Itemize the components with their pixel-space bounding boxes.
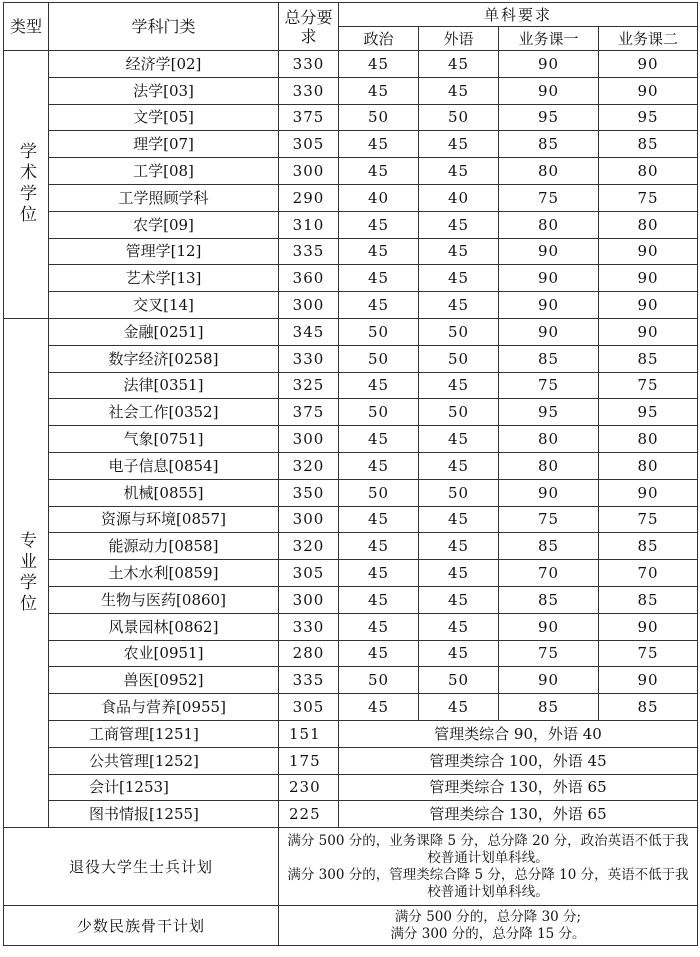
category-cell: 农业[0951] xyxy=(49,640,279,667)
total-cell: 175 xyxy=(279,747,339,774)
politics-cell: 45 xyxy=(339,265,419,292)
category-cell: 农学[09] xyxy=(49,211,279,238)
total-cell: 330 xyxy=(279,345,339,372)
course1-cell: 85 xyxy=(499,694,599,721)
course2-cell: 80 xyxy=(599,426,698,453)
table-row xyxy=(4,426,698,453)
course2-cell: 90 xyxy=(599,292,698,319)
mgmt-note-cell: 管理类综合 130，外语 65 xyxy=(339,774,698,801)
table-row xyxy=(4,77,698,104)
politics-cell: 45 xyxy=(339,292,419,319)
table-row xyxy=(4,51,698,78)
course2-cell: 90 xyxy=(599,479,698,506)
foreign-cell: 50 xyxy=(419,345,499,372)
category-cell: 气象[0751] xyxy=(49,426,279,453)
foreign-cell: 50 xyxy=(419,399,499,426)
category-cell: 生物与医药[0860] xyxy=(49,586,279,613)
special-plan-desc xyxy=(279,828,698,906)
course2-cell: 85 xyxy=(599,131,698,158)
header-politics: 政治 xyxy=(339,27,419,51)
course2-cell: 80 xyxy=(599,211,698,238)
header-course1: 业务课一 xyxy=(499,27,599,51)
total-cell: 300 xyxy=(279,158,339,185)
category-cell: 经济学[02] xyxy=(49,51,279,78)
total-cell: 310 xyxy=(279,211,339,238)
course1-cell: 80 xyxy=(499,158,599,185)
course1-cell: 95 xyxy=(499,399,599,426)
table-row xyxy=(4,265,698,292)
course2-cell: 95 xyxy=(599,104,698,131)
category-cell: 能源动力[0858] xyxy=(49,533,279,560)
table-row xyxy=(4,318,698,345)
header-category: 学科门类 xyxy=(49,3,279,51)
politics-cell: 45 xyxy=(339,158,419,185)
mgmt-note-cell: 管理类综合 130，外语 65 xyxy=(339,801,698,828)
foreign-cell: 45 xyxy=(419,77,499,104)
table-row xyxy=(4,184,698,211)
politics-cell: 45 xyxy=(339,560,419,587)
foreign-cell: 40 xyxy=(419,184,499,211)
total-cell: 335 xyxy=(279,667,339,694)
total-cell: 330 xyxy=(279,77,339,104)
table-row xyxy=(4,211,698,238)
total-cell: 300 xyxy=(279,426,339,453)
table-row xyxy=(4,533,698,560)
category-cell: 法律[0351] xyxy=(49,372,279,399)
table-row xyxy=(4,238,698,265)
foreign-cell: 50 xyxy=(419,104,499,131)
course1-cell: 70 xyxy=(499,560,599,587)
course1-cell: 85 xyxy=(499,131,599,158)
total-cell: 335 xyxy=(279,238,339,265)
politics-cell: 45 xyxy=(339,426,419,453)
type-academic: 学术学位 xyxy=(4,51,49,319)
foreign-cell: 45 xyxy=(419,292,499,319)
category-cell: 风景园林[0862] xyxy=(49,613,279,640)
total-cell: 151 xyxy=(279,720,339,747)
category-cell: 艺术学[13] xyxy=(49,265,279,292)
politics-cell: 45 xyxy=(339,452,419,479)
mgmt-note-cell: 管理类综合 100，外语 45 xyxy=(339,747,698,774)
header-row-1 xyxy=(4,3,698,27)
foreign-cell: 45 xyxy=(419,211,499,238)
category-cell: 土木水利[0859] xyxy=(49,560,279,587)
course1-cell: 80 xyxy=(499,211,599,238)
mgmt-note-cell: 管理类综合 90，外语 40 xyxy=(339,720,698,747)
politics-cell: 45 xyxy=(339,613,419,640)
total-cell: 300 xyxy=(279,586,339,613)
course2-cell: 90 xyxy=(599,238,698,265)
foreign-cell: 45 xyxy=(419,372,499,399)
course2-cell: 85 xyxy=(599,586,698,613)
course2-cell: 85 xyxy=(599,533,698,560)
course1-cell: 90 xyxy=(499,265,599,292)
course2-cell: 80 xyxy=(599,452,698,479)
category-cell: 工商管理[1251] xyxy=(49,720,279,747)
foreign-cell: 45 xyxy=(419,265,499,292)
course1-cell: 85 xyxy=(499,533,599,560)
politics-cell: 50 xyxy=(339,479,419,506)
course1-cell: 75 xyxy=(499,640,599,667)
foreign-cell: 45 xyxy=(419,452,499,479)
score-table xyxy=(3,2,698,946)
course2-cell: 95 xyxy=(599,399,698,426)
total-cell: 305 xyxy=(279,694,339,721)
total-cell: 350 xyxy=(279,479,339,506)
politics-cell: 45 xyxy=(339,694,419,721)
category-cell: 会计[1253] xyxy=(49,774,279,801)
table-row xyxy=(4,774,698,801)
category-cell: 社会工作[0352] xyxy=(49,399,279,426)
foreign-cell: 45 xyxy=(419,694,499,721)
politics-cell: 50 xyxy=(339,318,419,345)
table-row xyxy=(4,158,698,185)
politics-cell: 45 xyxy=(339,372,419,399)
table-row xyxy=(4,345,698,372)
course1-cell: 80 xyxy=(499,426,599,453)
foreign-cell: 45 xyxy=(419,506,499,533)
header-single: 单科要求 xyxy=(339,3,698,27)
category-cell: 资源与环境[0857] xyxy=(49,506,279,533)
category-cell: 公共管理[1252] xyxy=(49,747,279,774)
course2-cell: 85 xyxy=(599,345,698,372)
table-row xyxy=(4,131,698,158)
course2-cell: 90 xyxy=(599,265,698,292)
foreign-cell: 45 xyxy=(419,51,499,78)
course1-cell: 95 xyxy=(499,104,599,131)
foreign-cell: 50 xyxy=(419,479,499,506)
table-row xyxy=(4,747,698,774)
total-cell: 330 xyxy=(279,51,339,78)
course2-cell: 90 xyxy=(599,77,698,104)
total-cell: 300 xyxy=(279,506,339,533)
category-cell: 交叉[14] xyxy=(49,292,279,319)
foreign-cell: 45 xyxy=(419,158,499,185)
category-cell: 理学[07] xyxy=(49,131,279,158)
politics-cell: 45 xyxy=(339,131,419,158)
table-row xyxy=(4,479,698,506)
course2-cell: 85 xyxy=(599,694,698,721)
table-row xyxy=(4,292,698,319)
course2-cell: 80 xyxy=(599,158,698,185)
course1-cell: 90 xyxy=(499,318,599,345)
total-cell: 345 xyxy=(279,318,339,345)
foreign-cell: 45 xyxy=(419,426,499,453)
table-row xyxy=(4,586,698,613)
politics-cell: 50 xyxy=(339,399,419,426)
foreign-cell: 45 xyxy=(419,533,499,560)
table-row xyxy=(4,613,698,640)
course2-cell: 90 xyxy=(599,318,698,345)
total-cell: 225 xyxy=(279,801,339,828)
foreign-cell: 45 xyxy=(419,613,499,640)
category-cell: 管理学[12] xyxy=(49,238,279,265)
category-cell: 工学[08] xyxy=(49,158,279,185)
course1-cell: 75 xyxy=(499,506,599,533)
special-plan-name: 少数民族骨干计划 xyxy=(4,906,279,946)
category-cell: 图书情报[1255] xyxy=(49,801,279,828)
foreign-cell: 50 xyxy=(419,667,499,694)
special-plan-line: 满分 300 分的，管理类综合降 5 分，总分降 10 分，英语不低于我校普通计划单科线。 xyxy=(287,866,689,900)
politics-cell: 45 xyxy=(339,211,419,238)
header-course2: 业务课二 xyxy=(599,27,698,51)
table-row xyxy=(4,720,698,747)
category-cell: 电子信息[0854] xyxy=(49,452,279,479)
course1-cell: 90 xyxy=(499,77,599,104)
course2-cell: 70 xyxy=(599,560,698,587)
total-cell: 290 xyxy=(279,184,339,211)
table-row xyxy=(4,560,698,587)
foreign-cell: 50 xyxy=(419,318,499,345)
header-type: 类型 xyxy=(4,3,49,51)
table-row xyxy=(4,694,698,721)
course1-cell: 75 xyxy=(499,372,599,399)
total-cell: 300 xyxy=(279,292,339,319)
course1-cell: 90 xyxy=(499,292,599,319)
total-cell: 325 xyxy=(279,372,339,399)
category-cell: 机械[0855] xyxy=(49,479,279,506)
table-row xyxy=(4,372,698,399)
course1-cell: 85 xyxy=(499,586,599,613)
category-cell: 食品与营养[0955] xyxy=(49,694,279,721)
category-cell: 工学照顾学科 xyxy=(49,184,279,211)
table-row xyxy=(4,667,698,694)
category-cell: 文学[05] xyxy=(49,104,279,131)
foreign-cell: 45 xyxy=(419,586,499,613)
politics-cell: 50 xyxy=(339,345,419,372)
category-cell: 兽医[0952] xyxy=(49,667,279,694)
foreign-cell: 45 xyxy=(419,238,499,265)
total-cell: 305 xyxy=(279,131,339,158)
course1-cell: 75 xyxy=(499,184,599,211)
politics-cell: 50 xyxy=(339,667,419,694)
total-cell: 360 xyxy=(279,265,339,292)
table-row xyxy=(4,399,698,426)
table-row xyxy=(4,452,698,479)
course1-cell: 85 xyxy=(499,345,599,372)
course2-cell: 90 xyxy=(599,667,698,694)
category-cell: 金融[0251] xyxy=(49,318,279,345)
special-plan-row xyxy=(4,828,698,906)
course1-cell: 90 xyxy=(499,51,599,78)
total-cell: 280 xyxy=(279,640,339,667)
foreign-cell: 45 xyxy=(419,560,499,587)
course2-cell: 90 xyxy=(599,613,698,640)
politics-cell: 50 xyxy=(339,104,419,131)
total-cell: 320 xyxy=(279,452,339,479)
type-professional: 专业学位 xyxy=(4,318,49,827)
course1-cell: 90 xyxy=(499,479,599,506)
politics-cell: 45 xyxy=(339,77,419,104)
course2-cell: 75 xyxy=(599,184,698,211)
header-foreign: 外语 xyxy=(419,27,499,51)
header-total: 总分要求 xyxy=(279,3,339,51)
total-cell: 305 xyxy=(279,560,339,587)
course2-cell: 75 xyxy=(599,372,698,399)
special-plan-desc xyxy=(279,906,698,946)
politics-cell: 45 xyxy=(339,238,419,265)
course2-cell: 75 xyxy=(599,640,698,667)
politics-cell: 40 xyxy=(339,184,419,211)
foreign-cell: 45 xyxy=(419,640,499,667)
total-cell: 375 xyxy=(279,104,339,131)
course2-cell: 75 xyxy=(599,506,698,533)
table-row xyxy=(4,801,698,828)
course1-cell: 90 xyxy=(499,667,599,694)
total-cell: 375 xyxy=(279,399,339,426)
category-cell: 数字经济[0258] xyxy=(49,345,279,372)
foreign-cell: 45 xyxy=(419,131,499,158)
total-cell: 330 xyxy=(279,613,339,640)
table-row xyxy=(4,640,698,667)
course1-cell: 80 xyxy=(499,452,599,479)
table-row xyxy=(4,104,698,131)
politics-cell: 45 xyxy=(339,506,419,533)
special-plan-line: 满分 500 分的，业务课降 5 分，总分降 20 分，政治英语不低于我校普通计划单科线。 xyxy=(287,832,689,866)
special-plan-line: 满分 500 分的，总分降 30 分; xyxy=(394,908,582,925)
special-plan-row xyxy=(4,906,698,946)
total-cell: 320 xyxy=(279,533,339,560)
special-plan-line: 满分 300 分的，总分降 15 分。 xyxy=(390,925,586,942)
course1-cell: 90 xyxy=(499,238,599,265)
total-cell: 230 xyxy=(279,774,339,801)
category-cell: 法学[03] xyxy=(49,77,279,104)
course1-cell: 90 xyxy=(499,613,599,640)
politics-cell: 45 xyxy=(339,640,419,667)
table-row xyxy=(4,506,698,533)
politics-cell: 45 xyxy=(339,586,419,613)
politics-cell: 45 xyxy=(339,51,419,78)
course2-cell: 90 xyxy=(599,51,698,78)
special-plan-name: 退役大学生士兵计划 xyxy=(4,828,279,906)
politics-cell: 45 xyxy=(339,533,419,560)
